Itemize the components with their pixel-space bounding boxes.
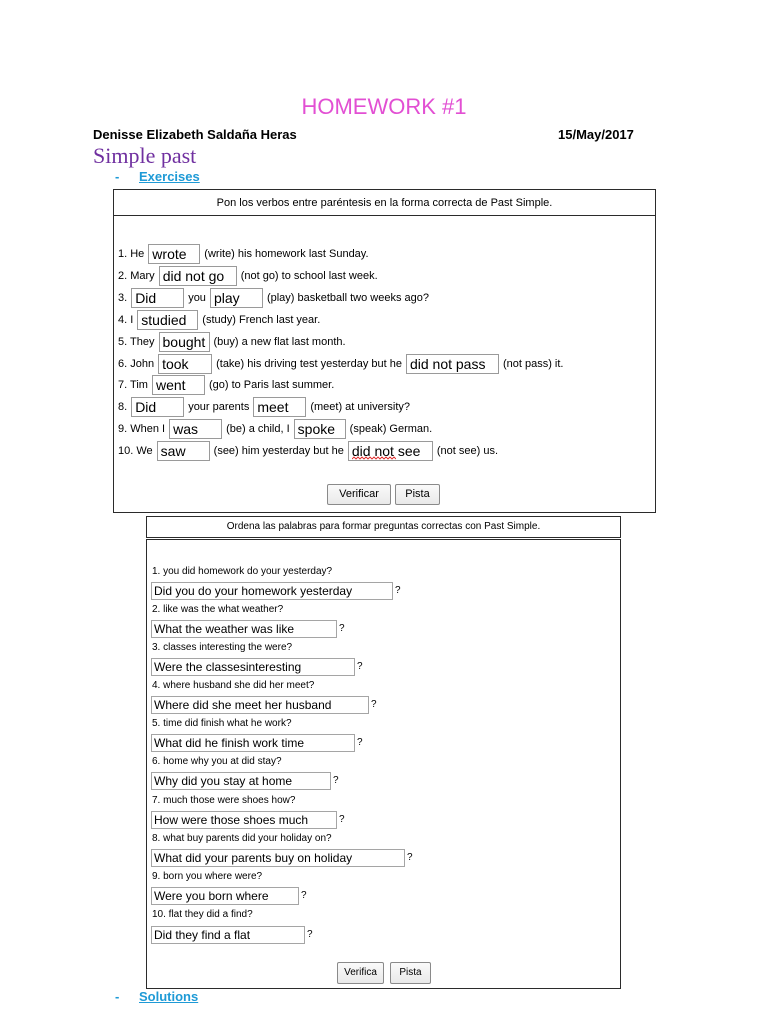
answer-field-10a[interactable]: saw — [157, 441, 210, 461]
exercise1-item-7 — [118, 375, 334, 395]
item-text: (take) his driving test yesterday but he — [216, 358, 402, 370]
answer-field-4[interactable]: studied — [137, 310, 198, 330]
question-prompt-1: 1. you did homework do your yesterday? — [152, 566, 333, 577]
item-text: 8. — [118, 401, 128, 413]
question-prompt-3: 3. classes interesting the were? — [152, 642, 293, 653]
document-title: HOMEWORK #1 — [301, 94, 467, 119]
item-text: (go) to Paris last summer. — [208, 379, 335, 391]
item-text: (study) French last year. — [202, 314, 321, 326]
question-prompt-5: 5. time did finish what he work? — [152, 718, 292, 729]
item-text: 3. — [118, 292, 128, 304]
item-text: (not go) to school last week. — [240, 270, 378, 282]
question-mark: ? — [307, 929, 313, 940]
hint-button[interactable]: Pista — [395, 484, 440, 505]
answer-field-5[interactable]: bought — [159, 332, 210, 352]
question-answer-row-7 — [151, 811, 345, 829]
question-mark: ? — [395, 585, 401, 596]
answer-field-9b[interactable]: spoke — [294, 419, 346, 439]
exercise1-instruction: Pon los verbos entre paréntesis en la forma correcta de Past Simple. — [114, 190, 655, 216]
solutions-link[interactable]: Solutions — [139, 989, 199, 1004]
exercise2-panel — [146, 539, 621, 989]
item-text: (be) a child, I — [226, 423, 290, 435]
item-text: (buy) a new flat last month. — [213, 336, 346, 348]
item-text: (see) him yesterday but he — [213, 445, 344, 457]
spellcheck-underline — [352, 456, 396, 460]
item-text: your parents — [188, 401, 250, 413]
answer-field-q4[interactable]: Where did she meet her husband — [151, 696, 369, 714]
item-text: 2. Mary — [118, 270, 155, 282]
item-text: 1. He — [118, 248, 145, 260]
item-text: (play) basketball two weeks ago? — [266, 292, 429, 304]
question-prompt-7: 7. much those were shoes how? — [152, 795, 296, 806]
item-text: (not pass) it. — [502, 358, 564, 370]
list-bullet: - — [115, 989, 120, 1004]
answer-field-8a[interactable]: Did — [131, 397, 184, 417]
question-answer-row-1 — [151, 582, 401, 600]
item-text: 5. They — [118, 336, 155, 348]
answer-text: did not see — [351, 443, 421, 459]
question-answer-row-5 — [151, 734, 363, 752]
question-prompt-2: 2. like was the what weather? — [152, 604, 284, 615]
question-mark: ? — [333, 775, 339, 786]
answer-field-1[interactable]: wrote — [148, 244, 200, 264]
answer-field-3b[interactable]: play — [210, 288, 263, 308]
answer-field-q10[interactable]: Did they find a flat — [151, 926, 305, 944]
item-text: (meet) at university? — [310, 401, 410, 413]
list-bullet: - — [115, 169, 120, 184]
answer-field-q7[interactable]: How were those shoes much — [151, 811, 337, 829]
question-answer-row-8 — [151, 849, 413, 867]
answer-field-3a[interactable]: Did — [131, 288, 184, 308]
exercises-link[interactable]: Exercises — [139, 169, 200, 184]
exercise1-item-1 — [118, 244, 369, 264]
item-text: 10. We — [118, 445, 153, 457]
hint-button[interactable]: Pista — [390, 962, 431, 984]
exercise1-item-2 — [118, 266, 378, 286]
answer-field-10b[interactable] — [348, 441, 433, 461]
author-name: Denisse Elizabeth Saldaña Heras — [93, 127, 297, 142]
document-date: 15/May/2017 — [558, 127, 634, 142]
exercise2-instruction: Ordena las palabras para formar preguntas correctas con Past Simple. — [146, 516, 621, 538]
answer-field-9a[interactable]: was — [169, 419, 222, 439]
check-button[interactable]: Verifica — [337, 962, 384, 984]
question-answer-row-3 — [151, 658, 363, 676]
answer-field-q6[interactable]: Why did you stay at home — [151, 772, 331, 790]
question-mark: ? — [371, 699, 377, 710]
answer-field-6a[interactable]: took — [158, 354, 212, 374]
question-prompt-8: 8. what buy parents did your holiday on? — [152, 833, 332, 844]
question-mark: ? — [357, 737, 363, 748]
item-text: 4. I — [118, 314, 134, 326]
item-text: 7. Tim — [118, 379, 148, 391]
answer-field-8b[interactable]: meet — [253, 397, 306, 417]
exercise1-item-6 — [118, 354, 564, 374]
question-answer-row-9 — [151, 887, 307, 905]
answer-field-q1[interactable]: Did you do your homework yesterday — [151, 582, 393, 600]
item-text: (not see) us. — [436, 445, 499, 457]
question-answer-row-10 — [151, 926, 313, 944]
item-text: (write) his homework last Sunday. — [204, 248, 369, 260]
question-mark: ? — [339, 814, 345, 825]
exercise1-panel — [113, 189, 656, 513]
exercise1-item-3 — [118, 288, 429, 308]
item-text: (speak) German. — [349, 423, 433, 435]
question-prompt-10: 10. flat they did a find? — [152, 909, 253, 920]
topic-heading: Simple past — [93, 143, 197, 168]
answer-field-6b[interactable]: did not pass — [406, 354, 499, 374]
question-mark: ? — [339, 623, 345, 634]
question-prompt-6: 6. home why you at did stay? — [152, 756, 282, 767]
item-text: 6. John — [118, 358, 155, 370]
exercise1-item-4 — [118, 310, 320, 330]
answer-field-q3[interactable]: Were the classesinteresting — [151, 658, 355, 676]
question-prompt-4: 4. where husband she did her meet? — [152, 680, 315, 691]
item-text: you — [188, 292, 206, 304]
question-answer-row-4 — [151, 696, 377, 714]
answer-field-2[interactable]: did not go — [159, 266, 237, 286]
exercise1-item-8 — [118, 397, 410, 417]
exercise1-item-5 — [118, 332, 346, 352]
question-prompt-9: 9. born you where were? — [152, 871, 263, 882]
question-mark: ? — [301, 890, 307, 901]
answer-field-q8[interactable]: What did your parents buy on holiday — [151, 849, 405, 867]
answer-field-q5[interactable]: What did he finish work time — [151, 734, 355, 752]
exercise1-item-10 — [118, 441, 498, 461]
answer-field-7[interactable]: went — [152, 375, 205, 395]
answer-field-q9[interactable]: Were you born where — [151, 887, 299, 905]
check-button[interactable]: Verificar — [327, 484, 391, 505]
question-answer-row-2 — [151, 620, 345, 638]
question-mark: ? — [357, 661, 363, 672]
answer-field-q2[interactable]: What the weather was like — [151, 620, 337, 638]
item-text: 9. When I — [118, 423, 166, 435]
exercise1-item-9 — [118, 419, 432, 439]
question-answer-row-6 — [151, 772, 339, 790]
question-mark: ? — [407, 852, 413, 863]
